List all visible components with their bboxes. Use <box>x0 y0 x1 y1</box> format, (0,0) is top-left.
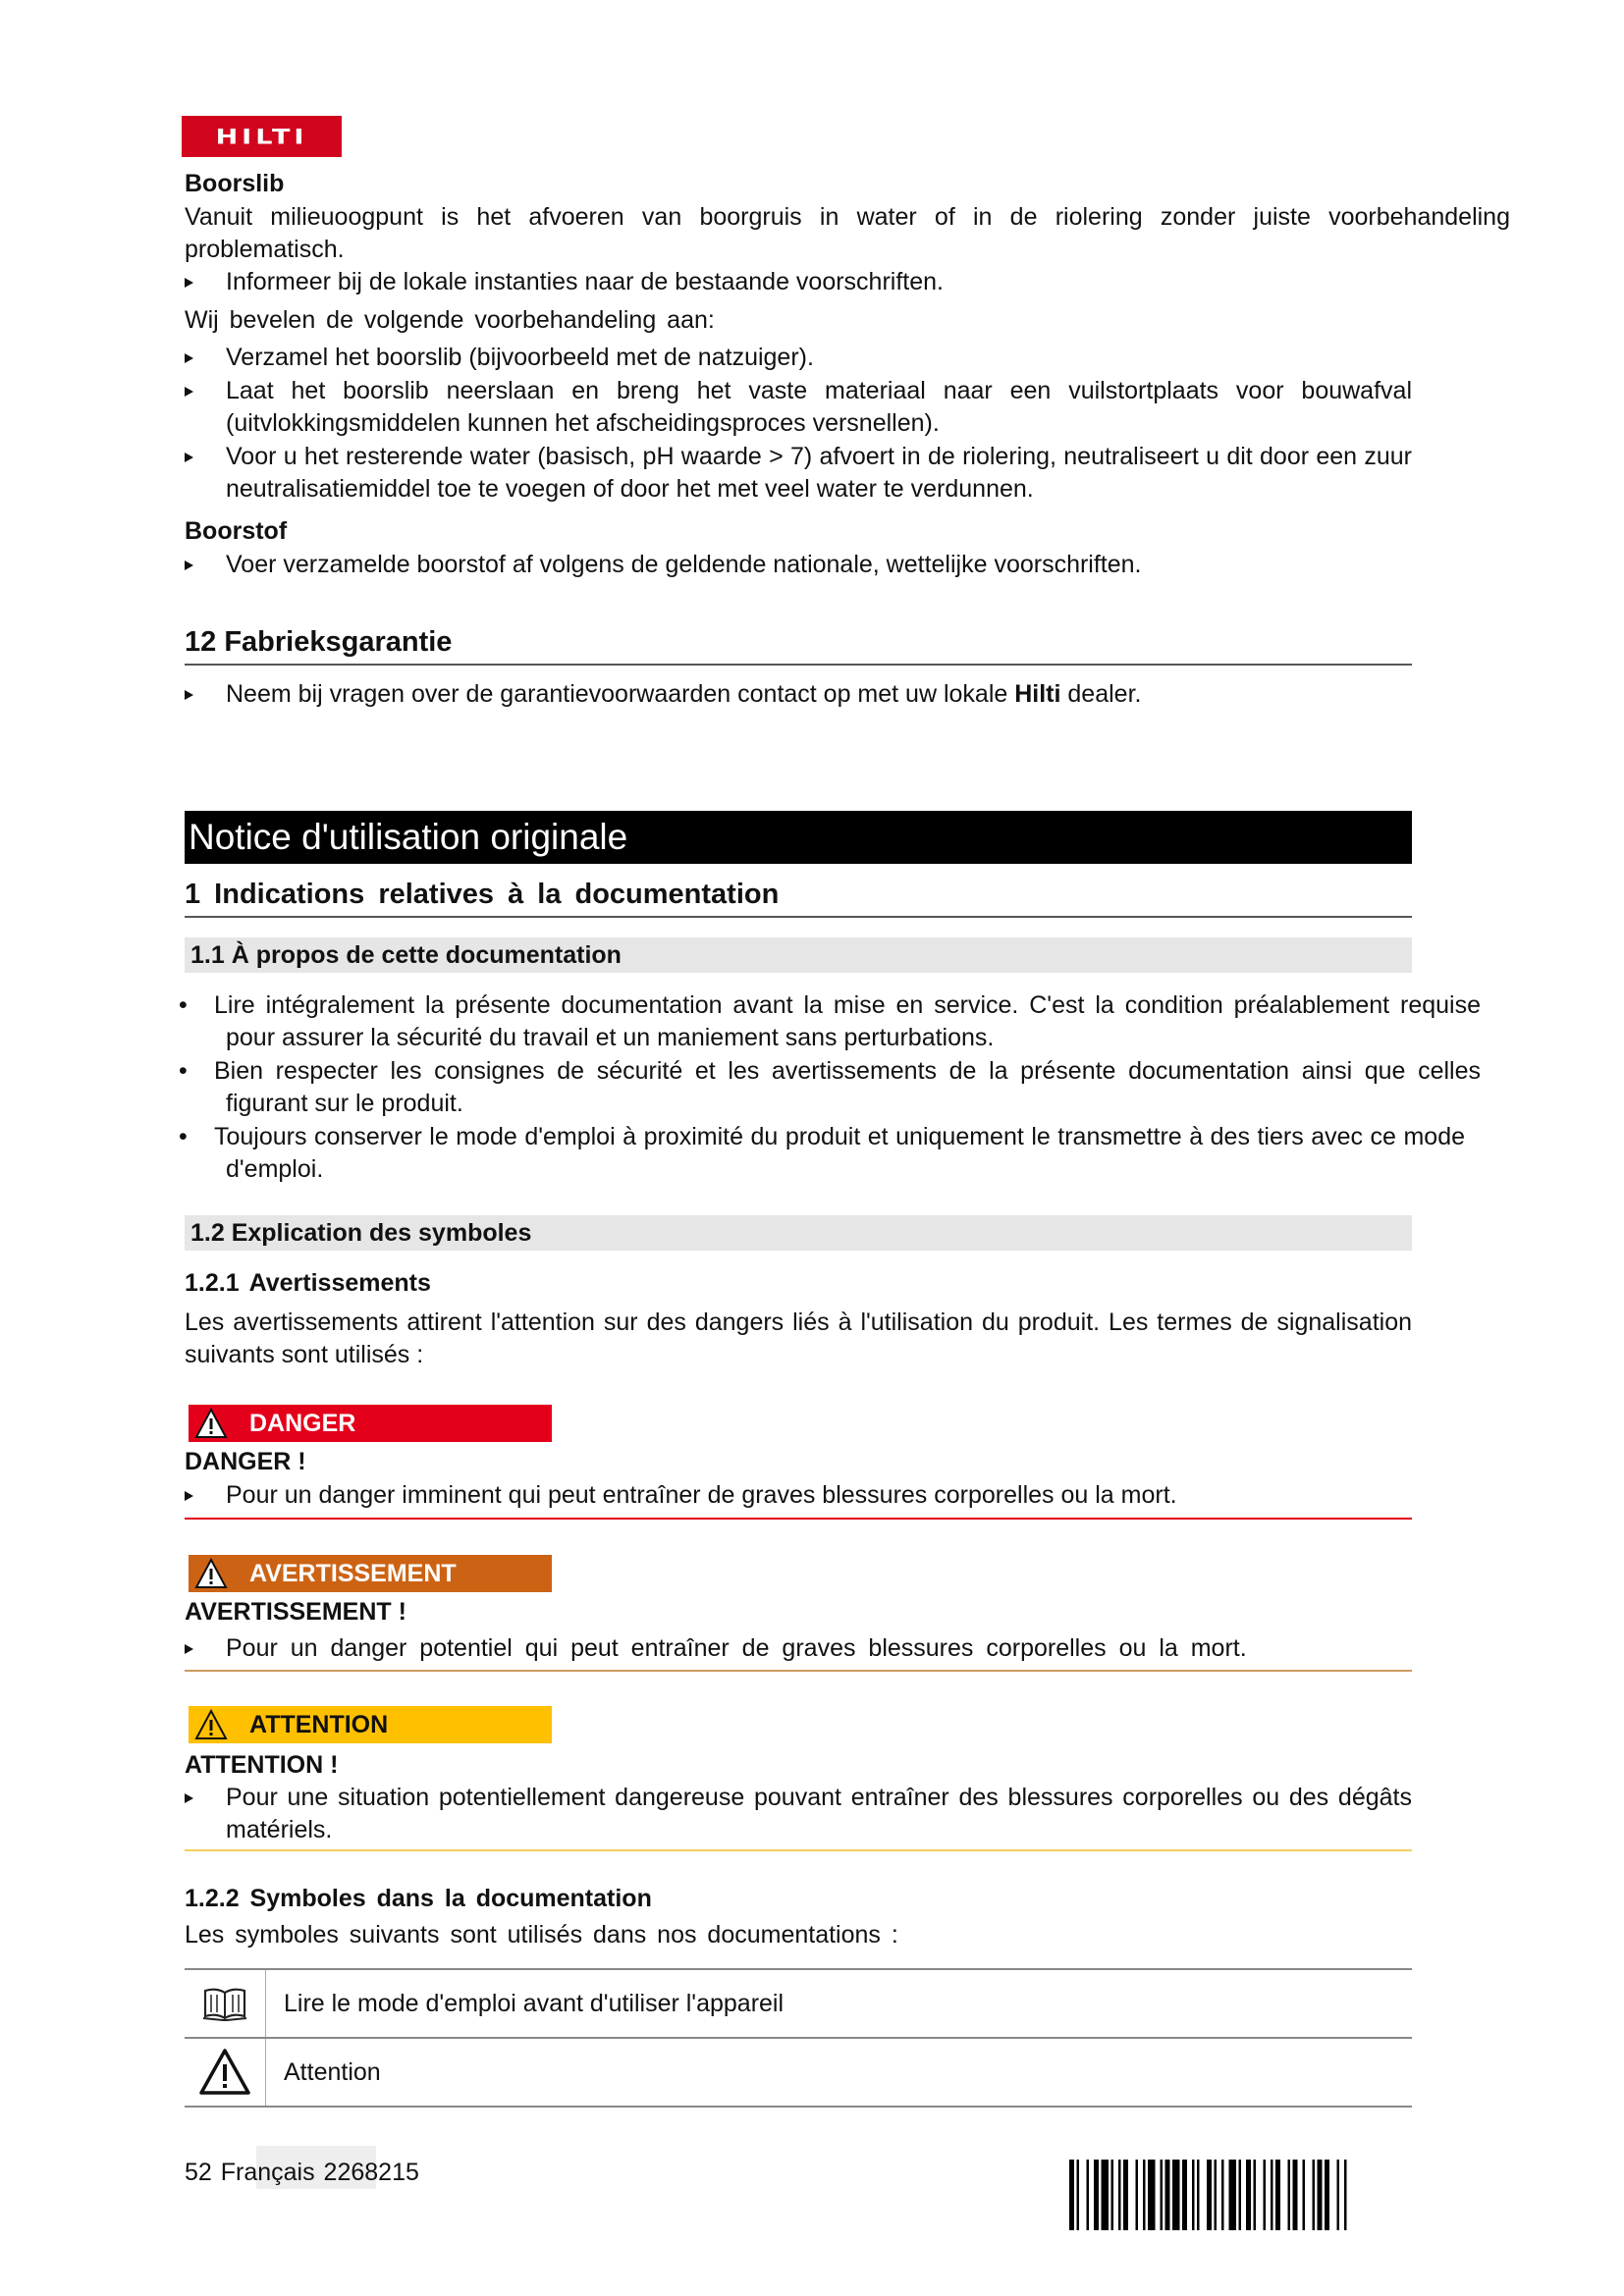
warning-heading: AVERTISSEMENT ! <box>185 1598 406 1626</box>
hilti-logo <box>182 116 342 157</box>
list-item: Pour une situation potentiellement dangereuse pouvant entraîner des blessures corporelles ou des dégâts matériels. <box>226 1782 1412 1846</box>
warranty-heading: 12 Fabrieksgarantie <box>185 626 453 658</box>
symbol-description: Attention <box>284 2057 381 2086</box>
document-title-bar: Notice d'utilisation originale <box>185 811 1412 864</box>
warning-signal-label: AVERTISSEMENT <box>189 1555 552 1592</box>
symbols-table <box>185 1968 1412 2108</box>
caution-heading: ATTENTION ! <box>185 1751 339 1779</box>
subsubsection-heading: 1.2.1 Avertissements <box>185 1269 431 1297</box>
boorslib-recommend: Wij bevelen de volgende voorbehandeling aan: <box>185 306 715 334</box>
list-item: • Toujours conserver le mode d'emploi à proximité du produit et uniquement le transmettre à des tiers avec ce mode d'emploi. <box>179 1123 1465 1183</box>
danger-signal-label: DANGER <box>189 1405 552 1442</box>
book-icon <box>201 1985 248 2022</box>
bullet-arrow-icon <box>185 1644 193 1654</box>
warning-divider <box>185 1670 1412 1672</box>
list-item: Pour un danger imminent qui peut entraîner de graves blessures corporelles ou la mort. <box>226 1479 1414 1512</box>
caution-signal-label: ATTENTION <box>189 1706 552 1743</box>
page-footer: 52 Français 2268215 <box>185 2159 419 2186</box>
list-item: • Bien respecter les consignes de sécurité et les avertissements de la présente documentation ainsi que celles figurant sur le produit. <box>179 1057 1481 1117</box>
list-item: • Lire intégralement la présente documentation avant la mise en service. C'est la condition préalablement requise pour assurer la sécurité du travail et un maniement sans perturbations. <box>179 991 1481 1051</box>
section-divider <box>185 664 1412 666</box>
bullet-arrow-icon <box>185 1793 193 1803</box>
warning-triangle-icon <box>194 1408 228 1439</box>
list-item: Neem bij vragen over de garantievoorwaarden contact op met uw lokale Hilti dealer. <box>226 678 1414 711</box>
danger-divider <box>185 1518 1412 1520</box>
hilti-logo-text: HILTI <box>215 124 308 149</box>
bullet-arrow-icon <box>185 1491 193 1501</box>
list-item: Informeer bij de lokale instanties naar de bestaande voorschriften. <box>226 266 1414 298</box>
boorslib-heading: Boorslib <box>185 170 285 197</box>
caution-divider <box>185 1849 1412 1851</box>
bullet-arrow-icon <box>185 690 193 700</box>
warning-triangle-icon <box>198 2048 251 2097</box>
warning-triangle-icon <box>194 1709 228 1740</box>
list-item: Voor u het resterende water (basisch, pH waarde > 7) afvoert in de riolering, neutraliseert u dit door een zuur neutralisatiemiddel toe te voegen of door het met veel water te verdunnen. <box>226 441 1412 506</box>
list-item: Pour un danger potentiel qui peut entraîner de graves blessures corporelles ou la mort. <box>226 1632 1414 1665</box>
table-row <box>185 2039 1412 2108</box>
bullet-arrow-icon <box>185 278 193 288</box>
subsection-bar: 1.2 Explication des symboles <box>185 1215 1412 1251</box>
list-item: Verzamel het boorslib (bijvoorbeeld met de natzuiger). <box>226 342 1414 374</box>
list-item: Laat het boorslib neerslaan en breng het vaste materiaal naar een vuilstortplaats voor bouwafval (uitvlokkingsmiddelen kunnen het afscheidingsproces versnellen). <box>226 375 1412 440</box>
barcode-image <box>1069 2160 1411 2230</box>
section-divider <box>185 916 1412 918</box>
subsection-bar: 1.1 À propos de cette documentation <box>185 937 1412 973</box>
bullet-arrow-icon <box>185 387 193 397</box>
list-item: Voer verzamelde boorstof af volgens de geldende nationale, wettelijke voorschriften. <box>226 549 1414 581</box>
bullet-arrow-icon <box>185 561 193 570</box>
symbols-intro: Les symboles suivants sont utilisés dans nos documentations : <box>185 1921 898 1949</box>
boorstof-heading: Boorstof <box>185 517 288 545</box>
table-row <box>185 1970 1412 2039</box>
warnings-intro: Les avertissements attirent l'attention sur des dangers liés à l'utilisation du produit. Les termes de signalisation suivants sont utilisés : <box>185 1308 1412 1368</box>
boorslib-intro: Vanuit milieuoogpunt is het afvoeren van boorgruis in water of in de riolering zonder juiste voorbehandeling problematisch. <box>185 203 1510 263</box>
bullet-arrow-icon <box>185 453 193 462</box>
bullet-arrow-icon <box>185 353 193 363</box>
danger-heading: DANGER ! <box>185 1448 306 1475</box>
warning-triangle-icon <box>194 1558 228 1589</box>
section-heading: 1 Indications relatives à la documentation <box>185 879 780 910</box>
subsubsection-heading: 1.2.2 Symboles dans la documentation <box>185 1885 652 1912</box>
symbol-description: Lire le mode d'emploi avant d'utiliser l'appareil <box>284 1989 785 2017</box>
